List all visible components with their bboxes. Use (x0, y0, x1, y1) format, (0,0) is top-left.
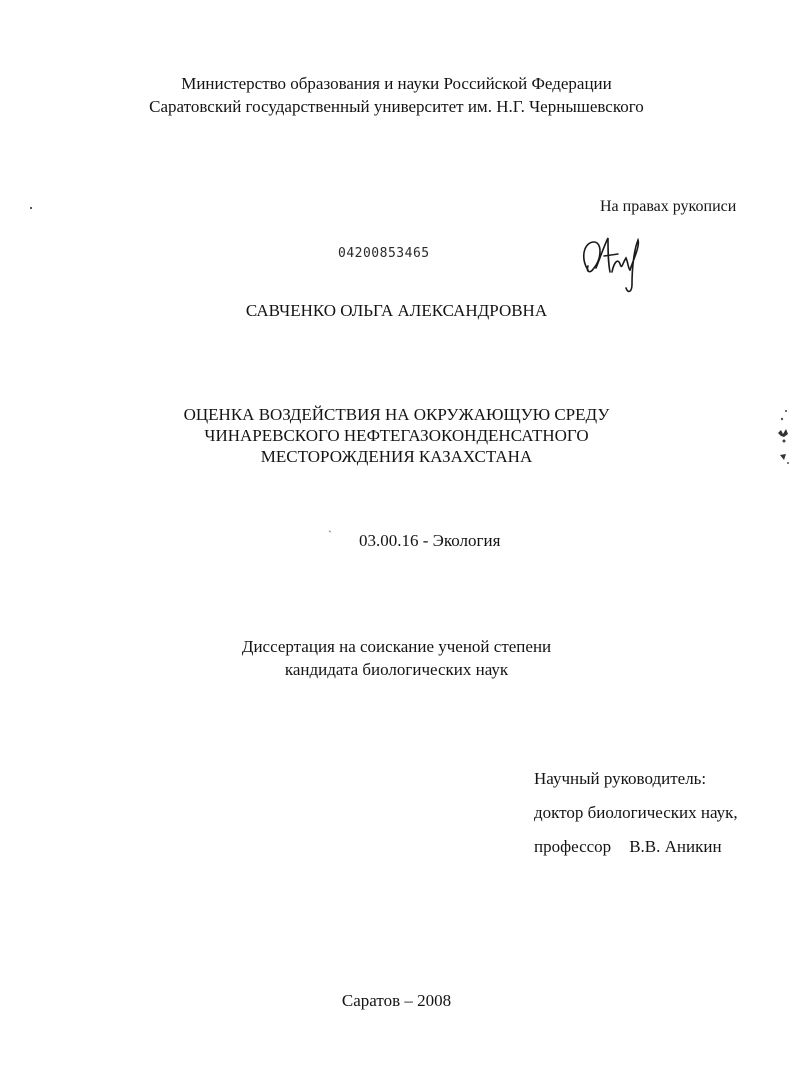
supervisor-rank: профессор (534, 837, 612, 856)
supervisor-name: В.В. Аникин (629, 837, 722, 856)
supervisor-label: Научный руководитель: (534, 769, 707, 788)
degree-line: Диссертация на соискание ученой степени (241, 637, 552, 656)
degree-statement (0, 635, 793, 681)
handwritten-signature (574, 228, 654, 298)
supervisor-degree: доктор биологических наук, (534, 803, 738, 822)
city-year-text: Саратов – 2008 (341, 991, 452, 1010)
title-line: МЕСТОРОЖДЕНИЯ КАЗАХСТАНА (260, 447, 533, 466)
barcode-number: 04200853465 (338, 246, 430, 261)
institution-header (0, 72, 793, 118)
manuscript-rights-note: На правах рукописи (600, 198, 737, 215)
scan-speck (30, 207, 32, 209)
supervisor-block (534, 762, 738, 864)
degree-line: кандидата биологических наук (284, 660, 509, 679)
title-line: ЧИНАРЕВСКОГО НЕФТЕГАЗОКОНДЕНСАТНОГО (204, 426, 589, 445)
author-name (0, 300, 793, 322)
supervisor-rank-name (534, 830, 738, 864)
ministry-name: Министерство образования и науки Российской Федерации (181, 74, 612, 93)
title-line: ОЦЕНКА ВОЗДЕЙСТВИЯ НА ОКРУЖАЮЩУЮ СРЕДУ (183, 405, 610, 424)
scan-tick-mark: ` (328, 528, 332, 542)
specialty-code: 03.00.16 - Экология (359, 531, 501, 550)
dissertation-title (0, 404, 793, 467)
author-name-text: САВЧЕНКО ОЛЬГА АЛЕКСАНДРОВНА (245, 301, 548, 320)
university-name: Саратовский государственный университет им. Н.Г. Чернышевского (149, 97, 644, 116)
scan-edge-artifacts (770, 405, 792, 475)
city-year (0, 990, 793, 1012)
